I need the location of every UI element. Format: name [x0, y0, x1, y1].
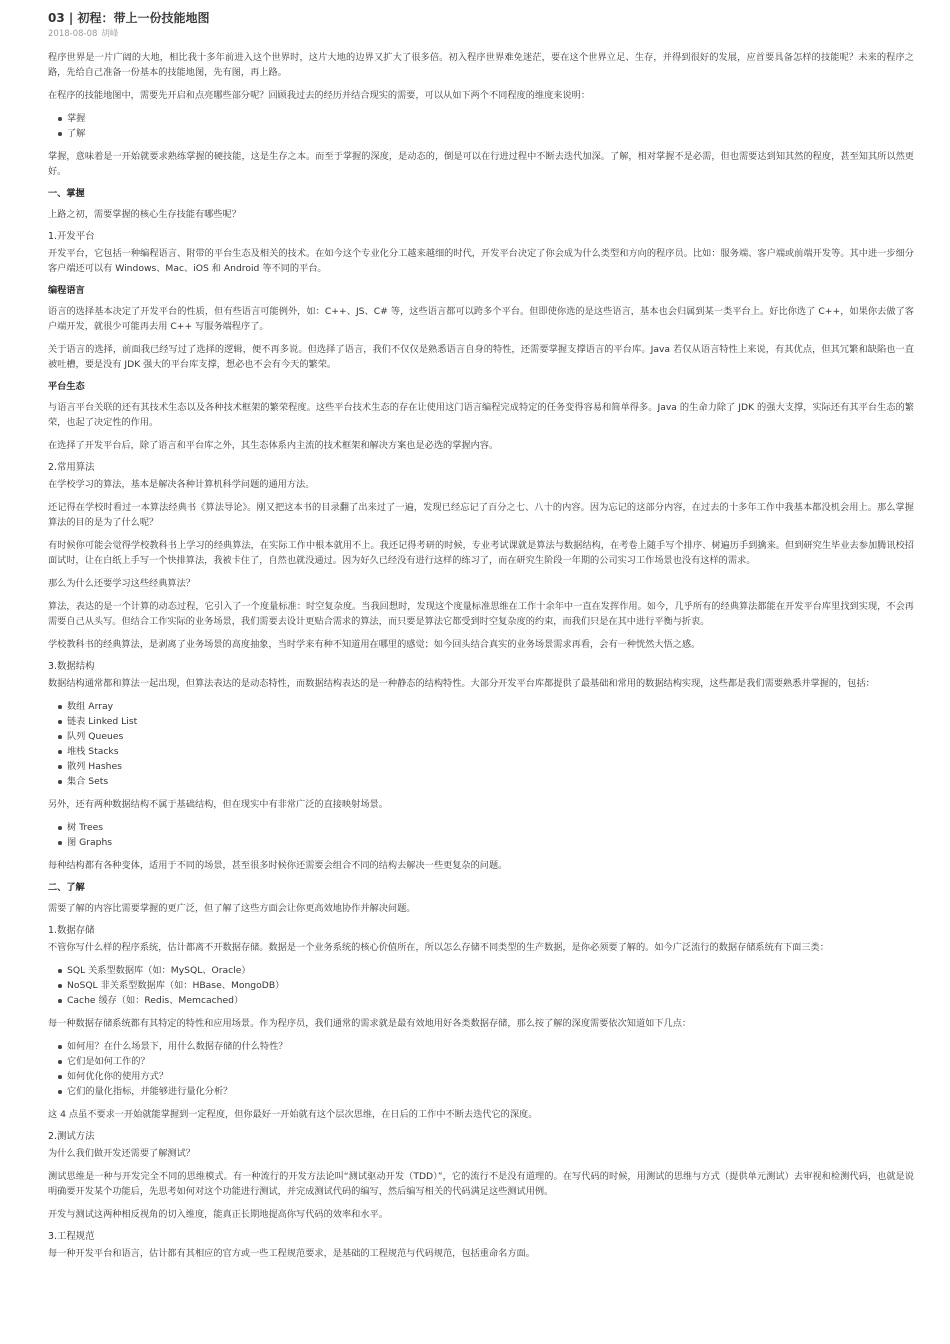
- list-item: 堆栈 Stacks: [58, 744, 914, 759]
- list-item: 它们是如何工作的？: [58, 1054, 914, 1069]
- section-heading-master: 一、掌握: [48, 188, 85, 199]
- paragraph: 每一种开发平台和语言，估计都有其相应的官方或一些工程规范要求，是基础的工程规范与代码规范，包括重命名方面。: [48, 1248, 535, 1259]
- storage-type-list: [48, 963, 914, 1008]
- article-meta: [48, 28, 914, 41]
- paragraph: 关于语言的选择，前面我已经写过了选择的逻辑，便不再多说。但选择了语言，我们不仅仅是熟悉语言自身的特性，还需要掌握支撑语言的平台库。Java 若仅从语言特性上来说，有其优点，但其冗繁和缺陷也一直被吐槽，要是没有 JDK 强大的平台库支撑，想必也不会有今天的繁荣。: [48, 344, 914, 370]
- dimension-list: [48, 111, 914, 141]
- publish-date: 2018-08-08: [48, 29, 98, 39]
- list-item: 如何用？在什么场景下，用什么数据存储的什么特性？: [58, 1039, 914, 1054]
- subsection-heading-platform: 1.开发平台: [48, 231, 95, 242]
- paragraph: 在学校学习的算法，基本是解决各种计算机科学问题的通用方法。: [48, 479, 315, 490]
- paragraph: 与语言平台关联的还有其技术生态以及各种技术框架的繁荣程度。这些平台技术生态的存在让使用这门语言编程完成特定的任务变得容易和简单得多。Java 的生命力除了 JDK 的强大支撑，实际还有其平台生态的繁荣，也起了决定性的作用。: [48, 402, 914, 428]
- paragraph: 语言的选择基本决定了开发平台的性质，但有些语言可能例外，如：C++、JS、C# 等，这些语言都可以跨多个平台。但即使你选的是这些语言，基本也会归属到某一类平台上。好比你选了 C++，如果你去做了客户端开发，就很少可能再去用 C++ 写服务端程序了。: [48, 306, 914, 332]
- list-item: 如何优化你的使用方式？: [58, 1069, 914, 1084]
- author-name: 胡峰: [101, 29, 119, 39]
- section-lead: 上路之初，需要掌握的核心生存技能有哪些呢？: [48, 209, 241, 220]
- paragraph: 另外，还有两种数据结构不属于基础结构，但在现实中有非常广泛的直接映射场景。: [48, 799, 388, 810]
- storage-question-list: [48, 1039, 914, 1099]
- paragraph: 开发平台，它包括一种编程语言、附带的平台生态及相关的技术。在如今这个专业化分工越来越细的时代，开发平台决定了你会成为什么类型和方向的程序员。比如：服务端、客户端或前端开发等。其中进一步细分客户端还可以有 Windows、Mac、iOS 和 Android 等不同的平台。: [48, 248, 914, 274]
- article-title: 03 | 初程：带上一份技能地图: [48, 11, 210, 25]
- paragraph: 那么为什么还要学习这些经典算法？: [48, 578, 195, 589]
- list-item: 掌握: [58, 111, 914, 126]
- section-heading-understand: 二、了解: [48, 882, 85, 893]
- list-item: 队列 Queues: [58, 729, 914, 744]
- list-item: 数组 Array: [58, 699, 914, 714]
- dimensions-paragraph: 掌握，意味着是一开始就要求熟练掌握的硬技能，这是生存之本。而至于掌握的深度，是动态的，倒是可以在行进过程中不断去迭代加深。了解，相对掌握不是必需，但也需要达到知其然的程度，甚至知其所以然更好。: [48, 151, 914, 177]
- paragraph: 不管你写什么样的程序系统，估计都离不开数据存储。数据是一个业务系统的核心价值所在，所以怎么存储不同类型的生产数据，是你必须要了解的。如今广泛流行的数据存储系统有下面三类：: [48, 942, 829, 953]
- subsection-heading-testing: 2.测试方法: [48, 1131, 95, 1142]
- advanced-structure-list: [48, 820, 914, 850]
- subsection-heading-data-structures: 3.数据结构: [48, 661, 95, 672]
- paragraph: 在选择了开发平台后，除了语言和平台库之外，其生态体系内主流的技术框架和解决方案也是必选的掌握内容。: [48, 440, 499, 451]
- list-item: 散列 Hashes: [58, 759, 914, 774]
- subsection-heading-engineering: 3.工程规范: [48, 1231, 95, 1242]
- paragraph: 这 4 点虽不要求一开始就能掌握到一定程度，但你最好一开始就有这个层次思维，在日后的工作中不断去迭代它的深度。: [48, 1109, 538, 1120]
- subsection-heading-algorithms: 2.常用算法: [48, 462, 95, 473]
- paragraph: 为什么我们做开发还需要了解测试？: [48, 1148, 195, 1159]
- list-item: 链表 Linked List: [58, 714, 914, 729]
- section-lead: 需要了解的内容比需要掌握的更广泛，但了解了这些方面会让你更高效地协作并解决问题。: [48, 903, 416, 914]
- intro-paragraph: 在程序的技能地图中，需要先开启和点亮哪些部分呢？回顾我过去的经历并结合现实的需要，可以从如下两个不同程度的维度来说明：: [48, 90, 591, 101]
- subheading-language: 编程语言: [48, 285, 85, 296]
- list-item: 图 Graphs: [58, 835, 914, 850]
- paragraph: 数据结构通常都和算法一起出现，但算法表达的是动态特性，而数据结构表达的是一种静态的结构特性。大部分开发平台库都提供了最基础和常用的数据结构实现，这些都是我们需要熟悉并掌握的，包括：: [48, 678, 875, 689]
- subheading-ecosystem: 平台生态: [48, 381, 85, 392]
- subsection-heading-storage: 1.数据存储: [48, 925, 95, 936]
- list-item: SQL 关系型数据库（如：MySQL、Oracle）: [58, 963, 914, 978]
- paragraph: 学校教科书的经典算法，是剥离了业务场景的高度抽象，当时学来有种不知道用在哪里的感觉；如今回头结合真实的业务场景需求再看，会有一种恍然大悟之感。: [48, 639, 701, 650]
- basic-structure-list: [48, 699, 914, 789]
- paragraph: 算法，表达的是一个计算的动态过程，它引入了一个度量标准：时空复杂度。当我回想时，发现这个度量标准思维在工作十余年中一直在发挥作用。如今，几乎所有的经典算法都能在开发平台库里找到实现，不会再需要自己从头写。但结合工作实际的业务场景，我们需要去设计更贴合需求的算法，而只要是算法它都受到时空复杂度的约束，而我们只是在其中进行平衡与折衷。: [48, 601, 914, 627]
- paragraph: 测试思维是一种与开发完全不同的思维模式。有一种流行的开发方法论叫“测试驱动开发（TDD）”，它的流行不是没有道理的。在写代码的时候，用测试的思维与方式（提供单元测试）去审视和检测代码，也就是说明确要开发某个功能后，先思考如何对这个功能进行测试，并完成测试代码的编写，然后编写相关的代码满足这些测试用例。: [48, 1171, 914, 1197]
- paragraph: 还记得在学校时看过一本算法经典书《算法导论》。刚又把这本书的目录翻了出来过了一遍，发现已经忘记了百分之七、八十的内容。因为忘记的这部分内容，在过去的十多年工作中我基本都没机会用上。那么掌握算法的目的是为了什么呢？: [48, 502, 914, 528]
- paragraph: 开发与测试这两种相反视角的切入维度，能真正长期地提高你写代码的效率和水平。: [48, 1209, 388, 1220]
- paragraph: 每一种数据存储系统都有其特定的特性和应用场景。作为程序员，我们通常的需求就是最有效地用好各类数据存储，那么按了解的深度需要依次知道如下几点：: [48, 1018, 692, 1029]
- list-item: NoSQL 非关系型数据库（如：HBase、MongoDB）: [58, 978, 914, 993]
- list-item: 了解: [58, 126, 914, 141]
- list-item: Cache 缓存（如：Redis、Memcached）: [58, 993, 914, 1008]
- intro-paragraph: 程序世界是一片广阔的大地，相比我十多年前进入这个世界时，这片大地的边界又扩大了很多倍。初入程序世界难免迷茫，要在这个世界立足、生存，并得到很好的发展，应首要具备怎样的技能呢？未来的程序之路，先给自己准备一份基本的技能地图，先有图，再上路。: [48, 52, 914, 78]
- paragraph: 每种结构都有各种变体，适用于不同的场景，甚至很多时候你还需要会组合不同的结构去解决一些更复杂的问题。: [48, 860, 508, 871]
- list-item: 树 Trees: [58, 820, 914, 835]
- list-item: 集合 Sets: [58, 774, 914, 789]
- paragraph: 有时候你可能会觉得学校教科书上学习的经典算法，在实际工作中根本就用不上。我还记得考研的时候，专业考试课就是算法与数据结构，在考卷上随手写个排序、树遍历手到擒来。但到研究生毕业去参加腾讯校招面试时，让在白纸上手写一个快排算法，我被卡住了，自然也就没通过。因为好久已经没有进行这样的练习了，而在研究生阶段一年期的公司实习工作场景也没有这样的需求。: [48, 540, 914, 566]
- list-item: 它们的量化指标，并能够进行量化分析？: [58, 1084, 914, 1099]
